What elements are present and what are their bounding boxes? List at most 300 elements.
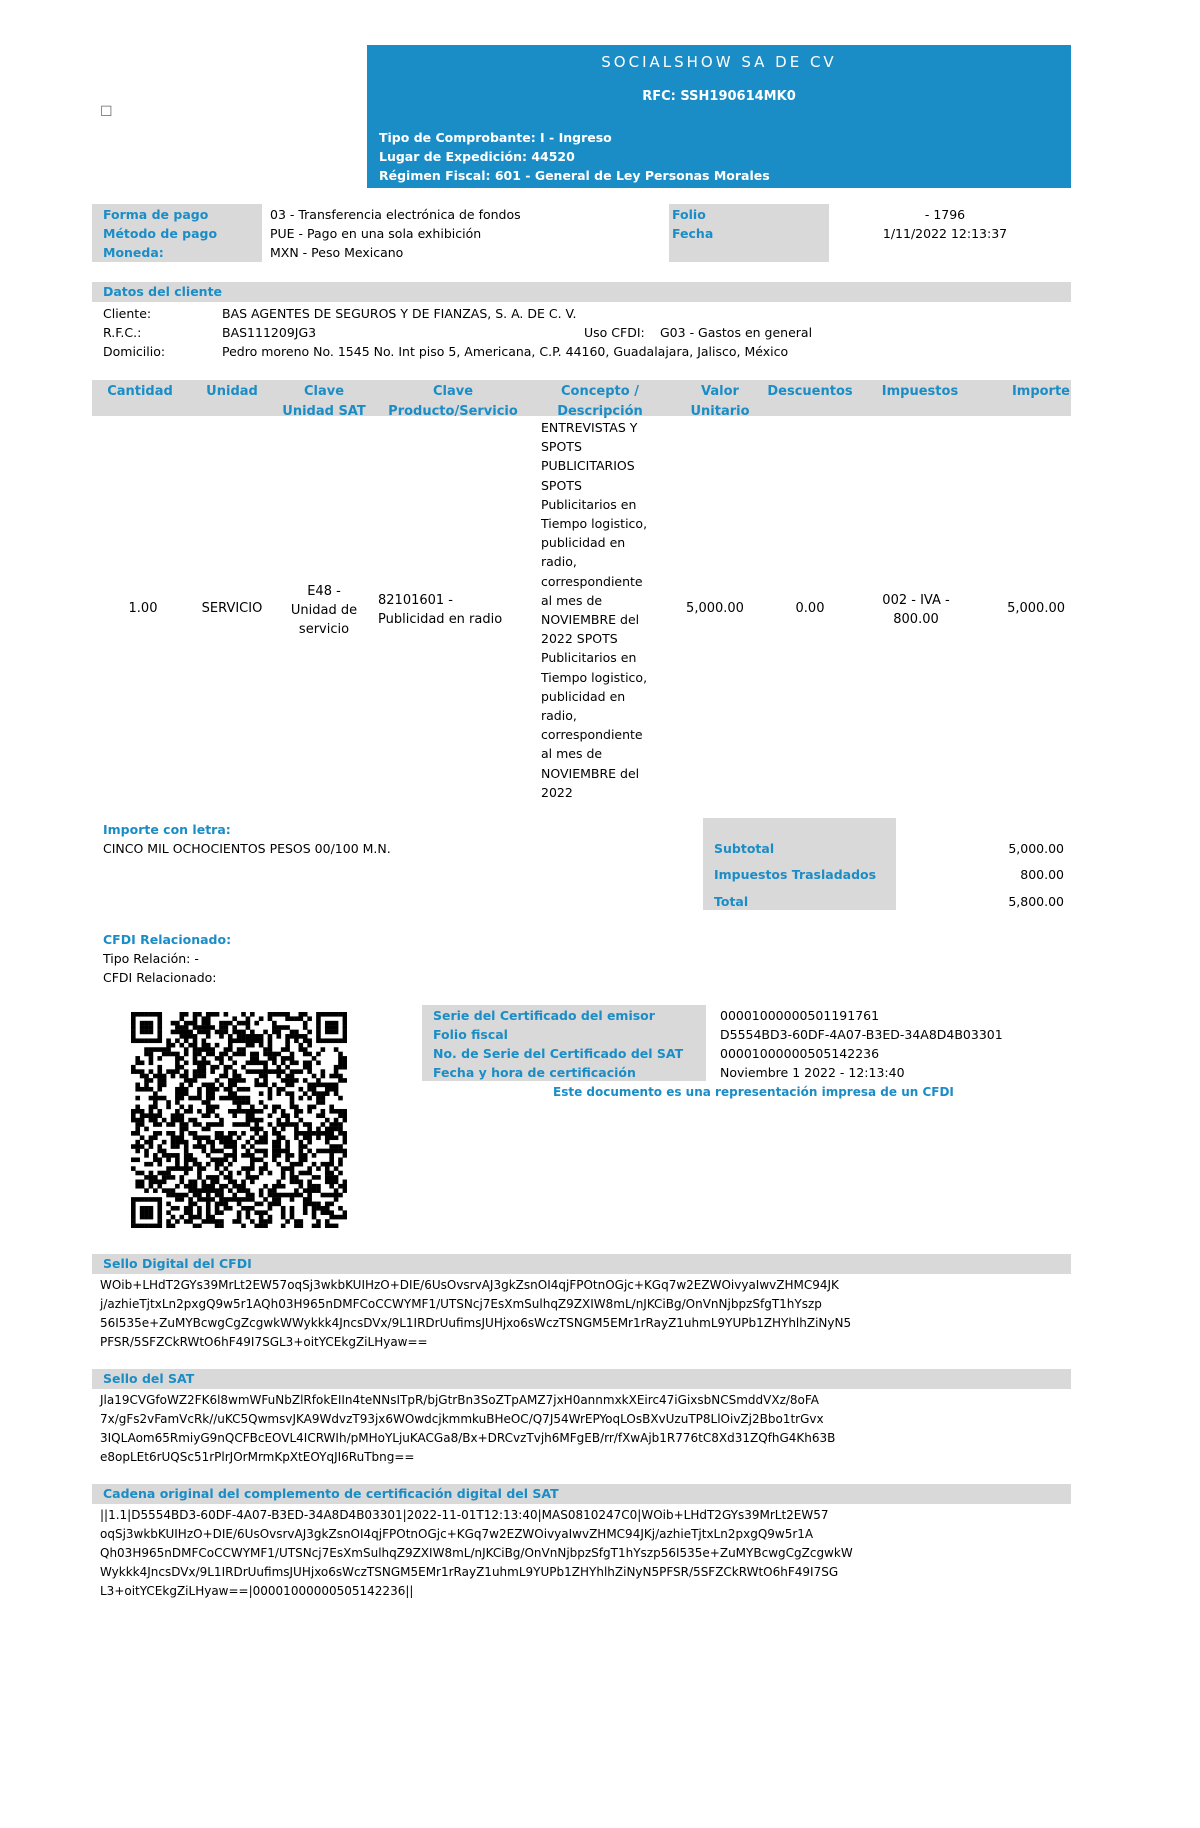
- qr-module: [241, 1184, 246, 1189]
- qr-module: [285, 1144, 290, 1149]
- qr-module: [329, 1149, 334, 1154]
- qr-module: [210, 1025, 215, 1030]
- qr-module: [219, 1034, 224, 1039]
- qr-module: [228, 1135, 233, 1140]
- qr-module: [171, 1052, 176, 1057]
- qr-module: [149, 1047, 154, 1052]
- qr-module: [325, 1206, 330, 1211]
- qr-module: [299, 1140, 304, 1145]
- qr-module: [166, 1069, 171, 1074]
- qr-module: [215, 1043, 220, 1048]
- qr-module: [215, 1224, 220, 1228]
- qr-module: [307, 1180, 312, 1185]
- qr-module: [215, 1056, 220, 1061]
- qr-module: [193, 1224, 198, 1228]
- qr-module: [276, 1144, 281, 1149]
- qr-module: [193, 1038, 198, 1043]
- qr-module: [166, 1219, 171, 1224]
- qr-module: [144, 1078, 149, 1083]
- qr-module: [338, 1113, 343, 1118]
- qr-module: [316, 1030, 321, 1035]
- qr-module: [197, 1087, 202, 1092]
- qr-module: [329, 1175, 334, 1180]
- qr-module: [219, 1184, 224, 1189]
- qr-module: [135, 1224, 140, 1228]
- qr-module: [303, 1038, 308, 1043]
- qr-module: [329, 1021, 334, 1026]
- qr-module: [268, 1038, 273, 1043]
- qr-module: [263, 1105, 268, 1110]
- qr-module: [325, 1210, 330, 1215]
- qr-module: [171, 1021, 176, 1026]
- qr-module: [184, 1087, 189, 1092]
- qr-module: [193, 1202, 198, 1207]
- qr-module: [224, 1025, 229, 1030]
- qr-module: [175, 1197, 180, 1202]
- qr-module: [246, 1016, 251, 1021]
- qr-module: [241, 1021, 246, 1026]
- qr-module: [140, 1171, 145, 1176]
- qr-module: [299, 1153, 304, 1158]
- qr-module: [307, 1135, 312, 1140]
- qr-module: [312, 1175, 317, 1180]
- qr-module: [241, 1188, 246, 1193]
- qr-module: [131, 1166, 136, 1171]
- qr-module: [263, 1074, 268, 1079]
- qr-module: [246, 1034, 251, 1039]
- qr-module: [272, 1140, 277, 1145]
- qr-module: [329, 1030, 334, 1035]
- qr-module: [131, 1219, 136, 1224]
- qr-module: [316, 1175, 321, 1180]
- qr-module: [246, 1025, 251, 1030]
- qr-module: [179, 1131, 184, 1136]
- qr-module: [268, 1206, 273, 1211]
- qr-module: [259, 1016, 264, 1021]
- qr-module: [338, 1109, 343, 1114]
- qr-module: [171, 1074, 176, 1079]
- qr-module: [250, 1180, 255, 1185]
- qr-module: [268, 1096, 273, 1101]
- qr-module: [303, 1171, 308, 1176]
- qr-module: [290, 1215, 295, 1220]
- qr-module: [299, 1109, 304, 1114]
- qr-module: [334, 1197, 339, 1202]
- qr-module: [175, 1113, 180, 1118]
- qr-module: [290, 1052, 295, 1057]
- qr-module: [259, 1171, 264, 1176]
- qr-module: [343, 1184, 347, 1189]
- cliente-value: BAS AGENTES DE SEGUROS Y DE FIANZAS, S. A. DE C. V.: [222, 306, 577, 321]
- qr-module: [193, 1184, 198, 1189]
- qr-module: [224, 1030, 229, 1035]
- qr-module: [290, 1175, 295, 1180]
- qr-module: [316, 1113, 321, 1118]
- moneda-value: MXN - Peso Mexicano: [270, 245, 404, 260]
- qr-module: [131, 1131, 136, 1136]
- qr-module: [321, 1074, 326, 1079]
- qr-module: [184, 1012, 189, 1017]
- qr-module: [303, 1060, 308, 1065]
- qr-module: [268, 1219, 273, 1224]
- qr-module: [325, 1087, 330, 1092]
- qr-module: [312, 1210, 317, 1215]
- qr-module: [197, 1224, 202, 1228]
- qr-module: [135, 1109, 140, 1114]
- qr-module: [162, 1078, 167, 1083]
- qr-module: [210, 1197, 215, 1202]
- qr-module: [338, 1060, 343, 1065]
- qr-module: [206, 1197, 211, 1202]
- qr-module: [259, 1069, 264, 1074]
- qr-module: [325, 1149, 330, 1154]
- qr-module: [307, 1083, 312, 1088]
- td-impuestos: 002 - IVA - 800.00: [882, 593, 950, 627]
- qr-module: [162, 1175, 167, 1180]
- qr-module: [329, 1025, 334, 1030]
- qr-module: [188, 1188, 193, 1193]
- qr-module: [343, 1188, 347, 1193]
- qr-module: [285, 1083, 290, 1088]
- qr-module: [206, 1083, 211, 1088]
- qr-module: [343, 1149, 347, 1154]
- qr-module: [215, 1210, 220, 1215]
- qr-module: [334, 1127, 339, 1132]
- qr-module: [246, 1210, 251, 1215]
- td-valor-unitario: 5,000.00: [686, 601, 744, 616]
- qr-module: [268, 1202, 273, 1207]
- qr-module: [281, 1166, 286, 1171]
- qr-module: [193, 1131, 198, 1136]
- qr-module: [254, 1060, 259, 1065]
- cliente-section-title: Datos del cliente: [103, 284, 223, 299]
- qr-module: [162, 1074, 167, 1079]
- qr-module: [219, 1096, 224, 1101]
- qr-module: [312, 1074, 317, 1079]
- qr-module: [175, 1025, 180, 1030]
- qr-module: [241, 1030, 246, 1035]
- qr-module: [153, 1175, 158, 1180]
- folio-value: - 1796: [924, 207, 966, 222]
- qr-module: [188, 1078, 193, 1083]
- qr-module: [281, 1109, 286, 1114]
- qr-module: [140, 1021, 145, 1026]
- qr-module: [303, 1206, 308, 1211]
- sello-sat-value: Jla19CVGfoWZ2FK6l8wmWFuNbZlRfokEIIn4teNNsITpR/bjGtrBn3SoZTpAMZ7jxH0annmxkXEirc47iGixsbNCSmddVXz/8oFA 7x/gFs2vFamVcRk//uKC5QwmsvJKA9WdvzT93jx6WOwdcjkmmkuBHeOC/Q7J54WrEPYoqLOsBXvUzuTP8LlOivZj2Bbo1trGvx 3IQLAom65RmiyG9nQCFBcEOVL4ICRWIh/pMHoYLjuKACGa8/Bx+DRCvzTvjh6MFgEB/rr/fXwAjb1R776tC8Xd31ZQfhG4Kh63B e8opLEt6rUQSc51rPlrJOrMrmKpXtEOYqJI6RuTbng==: [100, 1393, 836, 1464]
- qr-module: [303, 1153, 308, 1158]
- qr-module: [188, 1105, 193, 1110]
- qr-module: [241, 1052, 246, 1057]
- qr-module: [246, 1118, 251, 1123]
- qr-module: [193, 1074, 198, 1079]
- qr-module: [131, 1144, 136, 1149]
- qr-module: [285, 1166, 290, 1171]
- qr-module: [153, 1038, 158, 1043]
- qr-module: [237, 1184, 242, 1189]
- qr-module: [228, 1087, 233, 1092]
- td-cantidad: 1.00: [128, 601, 158, 616]
- qr-module: [135, 1157, 140, 1162]
- qr-module: [179, 1127, 184, 1132]
- qr-module: [325, 1021, 330, 1026]
- qr-module: [202, 1038, 207, 1043]
- qr-module: [237, 1096, 242, 1101]
- qr-module: [206, 1122, 211, 1127]
- qr-module: [206, 1047, 211, 1052]
- qr-module: [237, 1078, 242, 1083]
- qr-module: [316, 1135, 321, 1140]
- qr-module: [321, 1069, 326, 1074]
- sello-cfdi-title: Sello Digital del CFDI: [103, 1256, 252, 1271]
- qr-module: [299, 1069, 304, 1074]
- qr-module: [188, 1180, 193, 1185]
- qr-module: [210, 1144, 215, 1149]
- qr-module: [193, 1052, 198, 1057]
- qr-module: [334, 1087, 339, 1092]
- qr-module: [219, 1197, 224, 1202]
- qr-module: [184, 1166, 189, 1171]
- qr-module: [202, 1188, 207, 1193]
- qr-module: [188, 1083, 193, 1088]
- tipo-relacion: Tipo Relación: -: [103, 951, 199, 966]
- qr-module: [197, 1162, 202, 1167]
- qr-module: [197, 1074, 202, 1079]
- qr-module: [241, 1096, 246, 1101]
- qr-module: [285, 1074, 290, 1079]
- qr-module: [259, 1166, 264, 1171]
- regimen-fiscal: Régimen Fiscal: 601 - General de Ley Personas Morales: [379, 168, 770, 183]
- qr-module: [259, 1034, 264, 1039]
- qr-module: [285, 1056, 290, 1061]
- qr-module: [206, 1135, 211, 1140]
- qr-module: [285, 1113, 290, 1118]
- qr-module: [325, 1083, 330, 1088]
- qr-module: [140, 1030, 145, 1035]
- qr-module: [157, 1016, 162, 1021]
- qr-module: [325, 1131, 330, 1136]
- qr-module: [210, 1175, 215, 1180]
- qr-module: [210, 1083, 215, 1088]
- qr-module: [153, 1131, 158, 1136]
- qr-module: [276, 1197, 281, 1202]
- qr-module: [250, 1069, 255, 1074]
- td-unidad: SERVICIO: [201, 601, 263, 616]
- qr-module: [197, 1206, 202, 1211]
- qr-module: [162, 1083, 167, 1088]
- qr-module: [307, 1131, 312, 1136]
- qr-module: [215, 1202, 220, 1207]
- qr-module: [219, 1162, 224, 1167]
- qr-module: [232, 1109, 237, 1114]
- qr-module: [272, 1197, 277, 1202]
- qr-module: [321, 1047, 326, 1052]
- qr-module: [202, 1144, 207, 1149]
- qr-module: [254, 1038, 259, 1043]
- qr-module: [241, 1065, 246, 1070]
- qr-module: [202, 1166, 207, 1171]
- qr-module: [303, 1025, 308, 1030]
- qr-module: [299, 1131, 304, 1136]
- qr-module: [254, 1140, 259, 1145]
- qr-module: [206, 1025, 211, 1030]
- qr-module: [276, 1135, 281, 1140]
- qr-module: [215, 1105, 220, 1110]
- qr-module: [202, 1180, 207, 1185]
- qr-module: [175, 1144, 180, 1149]
- th-descuentos: Descuentos: [767, 384, 853, 399]
- qr-module: [307, 1109, 312, 1114]
- qr-module: [193, 1144, 198, 1149]
- qr-module: [179, 1083, 184, 1088]
- qr-module: [334, 1038, 339, 1043]
- qr-module: [224, 1135, 229, 1140]
- qr-module: [272, 1188, 277, 1193]
- qr-module: [250, 1012, 255, 1017]
- qr-module: [316, 1052, 321, 1057]
- qr-module: [157, 1025, 162, 1030]
- qr-module: [329, 1202, 334, 1207]
- qr-module: [232, 1122, 237, 1127]
- qr-module: [281, 1135, 286, 1140]
- qr-module: [206, 1210, 211, 1215]
- qr-module: [193, 1188, 198, 1193]
- qr-module: [241, 1034, 246, 1039]
- qr-module: [281, 1078, 286, 1083]
- qr-module: [184, 1069, 189, 1074]
- qr-module: [197, 1188, 202, 1193]
- qr-module: [232, 1153, 237, 1158]
- qr-module: [268, 1047, 273, 1052]
- qr-module: [259, 1219, 264, 1224]
- qr-module: [224, 1144, 229, 1149]
- qr-module: [334, 1074, 339, 1079]
- qr-module: [202, 1184, 207, 1189]
- qr-module: [268, 1122, 273, 1127]
- qr-module: [166, 1038, 171, 1043]
- qr-module: [259, 1135, 264, 1140]
- metodo-pago-value: PUE - Pago en una sola exhibición: [270, 226, 482, 241]
- qr-module: [290, 1069, 295, 1074]
- qr-module: [210, 1140, 215, 1145]
- qr-module: [135, 1131, 140, 1136]
- qr-module: [338, 1078, 343, 1083]
- qr-module: [338, 1122, 343, 1127]
- qr-module: [188, 1034, 193, 1039]
- qr-module: [237, 1105, 242, 1110]
- qr-module: [188, 1109, 193, 1114]
- qr-module: [224, 1096, 229, 1101]
- qr-module: [246, 1060, 251, 1065]
- qr-module: [144, 1175, 149, 1180]
- qr-module: [316, 1219, 321, 1224]
- qr-module: [228, 1162, 233, 1167]
- qr-module: [215, 1175, 220, 1180]
- qr-module: [228, 1140, 233, 1145]
- qr-module: [325, 1202, 330, 1207]
- qr-module: [246, 1175, 251, 1180]
- qr-module: [325, 1175, 330, 1180]
- qr-module: [250, 1193, 255, 1198]
- qr-module: [166, 1043, 171, 1048]
- qr-module: [219, 1021, 224, 1026]
- qr-module: [290, 1100, 295, 1105]
- qr-module: [343, 1025, 347, 1030]
- qr-module: [175, 1118, 180, 1123]
- qr-module: [149, 1206, 154, 1211]
- qr-module: [175, 1065, 180, 1070]
- qr-module: [224, 1012, 229, 1017]
- qr-module: [241, 1144, 246, 1149]
- qr-module: [184, 1038, 189, 1043]
- rfc-label: R.F.C.:: [103, 325, 142, 340]
- qr-module: [197, 1025, 202, 1030]
- qr-module: [343, 1078, 347, 1083]
- qr-module: [334, 1065, 339, 1070]
- qr-module: [272, 1184, 277, 1189]
- qr-module: [202, 1043, 207, 1048]
- qr-module: [179, 1065, 184, 1070]
- qr-module: [312, 1087, 317, 1092]
- qr-module: [321, 1012, 326, 1017]
- qr-module: [312, 1131, 317, 1136]
- qr-module: [206, 1016, 211, 1021]
- qr-module: [157, 1197, 162, 1202]
- qr-module: [206, 1202, 211, 1207]
- qr-module: [250, 1052, 255, 1057]
- qr-module: [334, 1069, 339, 1074]
- qr-module: [153, 1180, 158, 1185]
- qr-module: [184, 1144, 189, 1149]
- qr-module: [285, 1149, 290, 1154]
- qr-module: [321, 1149, 326, 1154]
- qr-module: [215, 1180, 220, 1185]
- qr-module: [228, 1034, 233, 1039]
- qr-module: [316, 1166, 321, 1171]
- qr-module: [166, 1202, 171, 1207]
- qr-module: [188, 1184, 193, 1189]
- th-valor-unitario: Valor Unitario: [690, 384, 750, 419]
- qr-module: [259, 1149, 264, 1154]
- qr-module: [334, 1135, 339, 1140]
- qr-module: [197, 1052, 202, 1057]
- qr-module: [246, 1215, 251, 1220]
- qr-module: [307, 1065, 312, 1070]
- th-importe: Importe: [1011, 384, 1070, 399]
- qr-module: [281, 1171, 286, 1176]
- qr-module: [285, 1038, 290, 1043]
- qr-module: [175, 1021, 180, 1026]
- qr-module: [197, 1193, 202, 1198]
- serie-emisor-label: Serie del Certificado del emisor: [433, 1008, 655, 1023]
- qr-module: [210, 1180, 215, 1185]
- qr-module: [224, 1065, 229, 1070]
- qr-module: [140, 1180, 145, 1185]
- qr-module: [224, 1021, 229, 1026]
- qr-module: [237, 1030, 242, 1035]
- qr-module: [321, 1083, 326, 1088]
- qr-module: [285, 1193, 290, 1198]
- qr-module: [175, 1184, 180, 1189]
- qr-module: [329, 1193, 334, 1198]
- qr-module: [334, 1175, 339, 1180]
- qr-module: [140, 1135, 145, 1140]
- qr-module: [294, 1180, 299, 1185]
- qr-module: [140, 1025, 145, 1030]
- qr-module: [325, 1091, 330, 1096]
- qr-module: [197, 1047, 202, 1052]
- qr-module: [210, 1157, 215, 1162]
- qr-module: [263, 1083, 268, 1088]
